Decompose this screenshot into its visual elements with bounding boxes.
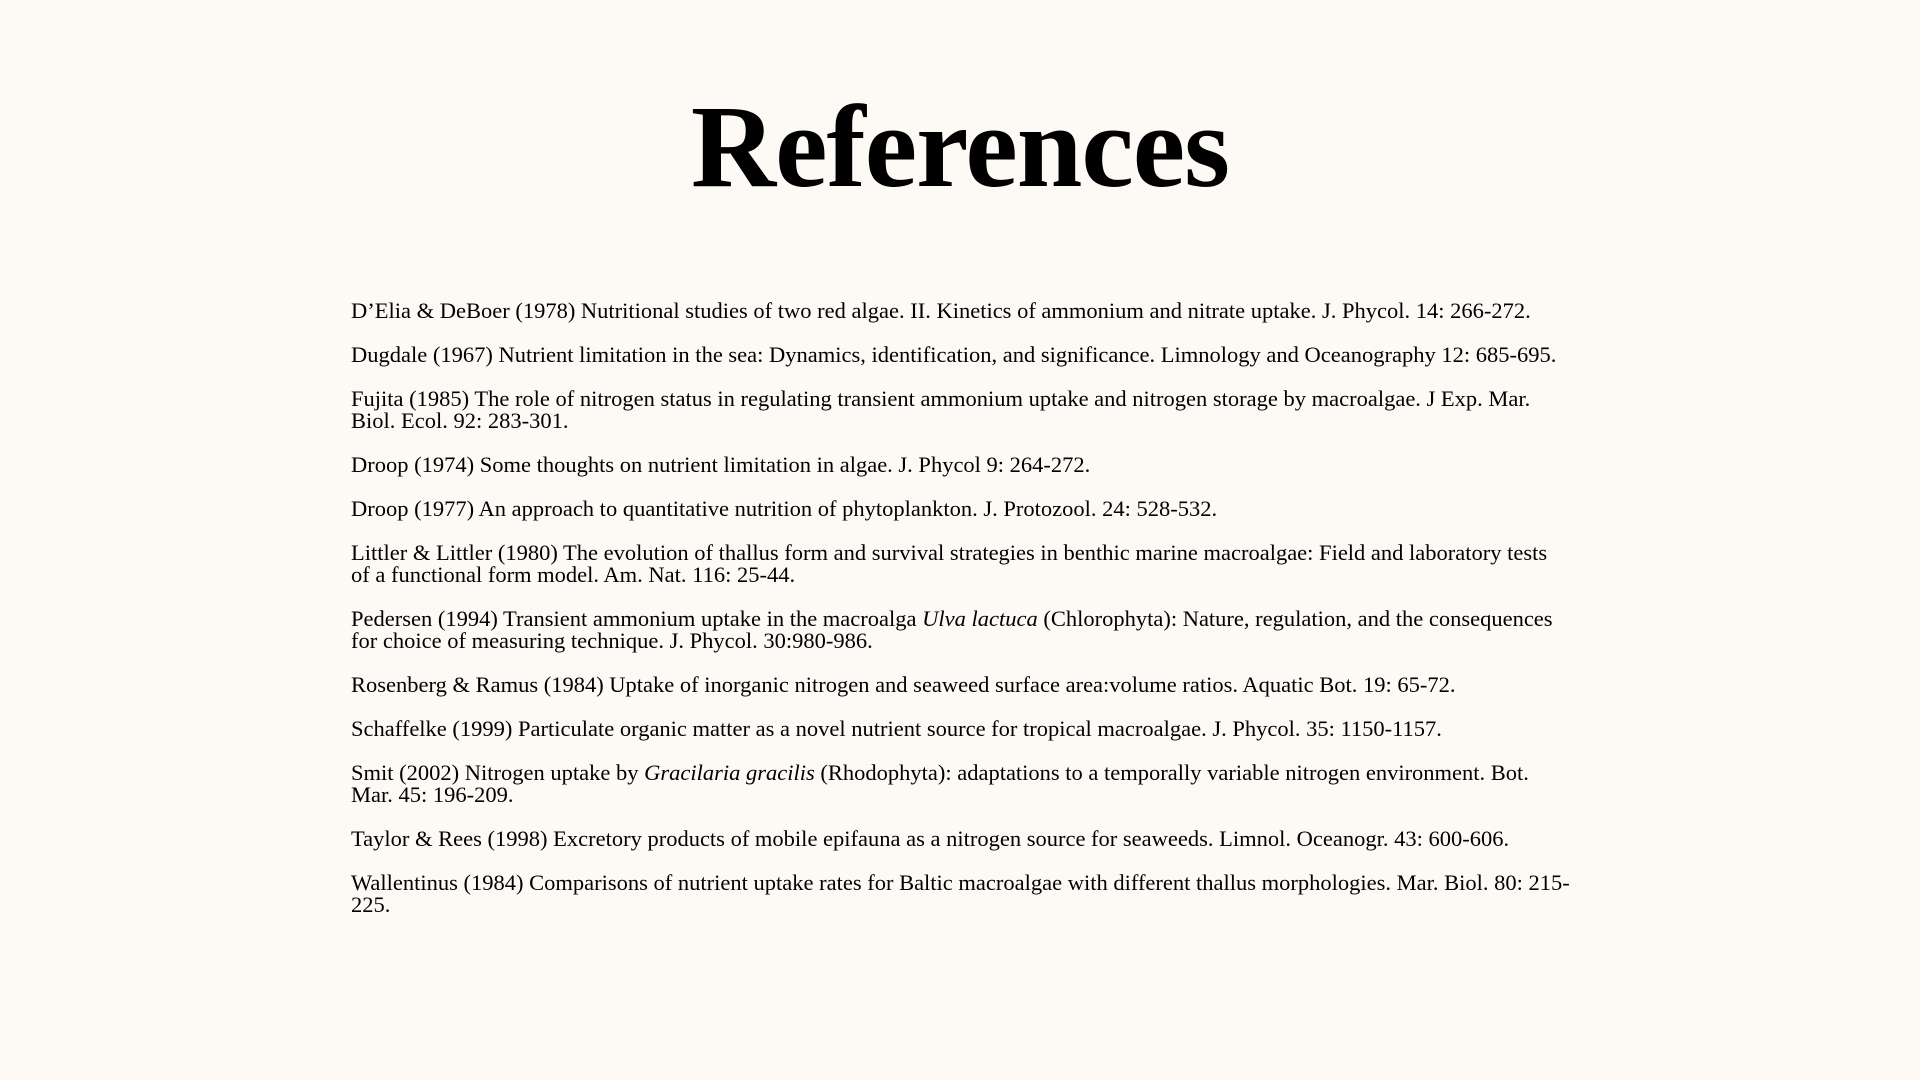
reference-item: Pedersen (1994) Transient ammonium uptake in the macroalga Ulva lactuca (Chlorophyta): Nature, regulation, and the consequences for choice of measuring technique. J. Phycol. 30:980-986. <box>351 606 1553 653</box>
reference-item: Smit (2002) Nitrogen uptake by Gracilaria gracilis (Rhodophyta): adaptations to a temporally variable nitrogen environment. Bot. Mar. 45: 196-209. <box>351 760 1529 807</box>
reference-item: Littler & Littler (1980) The evolution of thallus form and survival strategies in benthic marine macroalgae: Field and laboratory tests of a functional form model. Am. Nat. 116: 25-44. <box>351 540 1548 587</box>
reference-item: Fujita (1985) The role of nitrogen status in regulating transient ammonium uptake and nitrogen storage by macroalgae. J Exp. Mar. Biol. Ecol. 92: 283-301. <box>351 386 1531 433</box>
reference-item: Droop (1974) Some thoughts on nutrient limitation in algae. J. Phycol 9: 264-272. <box>351 452 1091 477</box>
species-name: Ulva lactuca <box>922 606 1038 631</box>
reference-item: Dugdale (1967) Nutrient limitation in the sea: Dynamics, identification, and significance. Limnology and Oceanography 12: 685-695. <box>351 342 1557 367</box>
reference-item: Schaffelke (1999) Particulate organic matter as a novel nutrient source for tropical macroalgae. J. Phycol. 35: 1150-1157. <box>351 716 1442 741</box>
reference-list <box>351 300 1571 938</box>
reference-item: Wallentinus (1984) Comparisons of nutrient uptake rates for Baltic macroalgae with different thallus morphologies. Mar. Biol. 80: 215-225. <box>351 870 1570 917</box>
reference-item: Rosenberg & Ramus (1984) Uptake of inorganic nitrogen and seaweed surface area:volume ratios. Aquatic Bot. 19: 65-72. <box>351 672 1456 697</box>
reference-item: D’Elia & DeBoer (1978) Nutritional studies of two red algae. II. Kinetics of ammonium and nitrate uptake. J. Phycol. 14: 266-272. <box>351 298 1531 323</box>
reference-item: Taylor & Rees (1998) Excretory products of mobile epifauna as a nitrogen source for seaweeds. Limnol. Oceanogr. 43: 600-606. <box>351 826 1510 851</box>
slide-title: References <box>690 81 1230 212</box>
species-name: Gracilaria gracilis <box>644 760 815 785</box>
reference-item: Droop (1977) An approach to quantitative nutrition of phytoplankton. J. Protozool. 24: 528-532. <box>351 496 1218 521</box>
